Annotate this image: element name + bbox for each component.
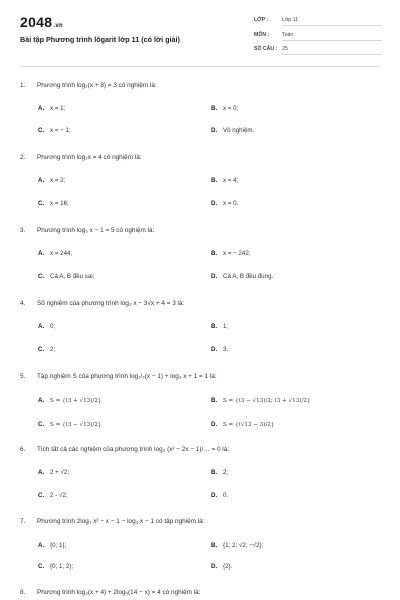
option-5d[interactable]	[211, 421, 275, 428]
option-text: x = 0;	[223, 105, 239, 112]
option-text: x = 1;	[50, 105, 66, 112]
question-number: 3.	[20, 227, 26, 234]
page-header	[0, 0, 400, 64]
option-text: x = 16;	[50, 200, 69, 207]
option-text: {0; 1; 2};	[50, 563, 74, 570]
option-5c[interactable]	[38, 421, 102, 428]
option-6c[interactable]	[38, 492, 68, 499]
option-1d[interactable]	[211, 127, 254, 134]
option-label: A.	[38, 177, 45, 184]
option-label: A.	[38, 250, 45, 257]
option-text: S = {(3 − √13)/2; (3 + √13)/2}	[223, 398, 311, 404]
option-6a[interactable]	[38, 469, 69, 476]
option-text: {0; 1};	[50, 542, 67, 549]
meta-count-value: 25	[282, 46, 288, 52]
option-text: x = 4;	[223, 177, 239, 184]
option-text: 2;	[223, 469, 229, 476]
site-logo[interactable]	[20, 14, 63, 30]
option-text: x = 0.	[223, 200, 239, 207]
option-2a[interactable]	[38, 177, 65, 184]
option-text: {2}.	[223, 563, 233, 570]
option-label: C.	[38, 346, 45, 353]
option-text: Cả A, B đều sai;	[50, 273, 95, 280]
meta-subject-key: MÔN :	[254, 32, 270, 38]
option-label: D.	[211, 273, 218, 280]
option-6d[interactable]	[211, 492, 228, 499]
option-label: B.	[211, 542, 218, 549]
option-text: x = 2;	[50, 177, 66, 184]
logo-suffix: .vn	[53, 23, 63, 29]
option-label: C.	[38, 127, 45, 134]
option-5b[interactable]	[211, 397, 310, 404]
option-label: D.	[211, 492, 218, 499]
option-6b[interactable]	[211, 469, 228, 476]
option-text: x = − 242;	[223, 250, 251, 257]
option-text: S = {(3 + √13)/2}	[50, 398, 102, 404]
question-number: 2.	[20, 154, 26, 161]
option-label: D.	[211, 563, 218, 570]
option-label: C.	[38, 200, 45, 207]
meta-count	[254, 46, 288, 52]
option-5a[interactable]	[38, 397, 102, 404]
option-label: A.	[38, 542, 45, 549]
option-7d[interactable]	[211, 563, 232, 570]
option-7b[interactable]	[211, 542, 263, 549]
meta-class-key: LỚP :	[254, 17, 269, 23]
question-stem: Phương trình log₃(x + 4) + 2log₉(14 − x) = 4 có nghiệm là:	[37, 589, 201, 596]
option-1b[interactable]	[211, 105, 238, 112]
option-label: A.	[38, 397, 45, 404]
question-number: 5.	[20, 373, 26, 380]
document-title: Bài tập Phương trình lôgarit lớp 11 (có lời giải)	[20, 35, 180, 44]
option-4c[interactable]	[38, 346, 55, 353]
option-7a[interactable]	[38, 542, 66, 549]
option-text: S = {(3 − √13)/2}	[50, 422, 102, 428]
option-text: 0.	[223, 492, 229, 499]
option-text: 1;	[223, 323, 229, 330]
meta-divider	[282, 40, 382, 41]
header-divider	[20, 66, 380, 67]
option-label: A.	[38, 105, 45, 112]
option-text: Cả A, B đều đúng.	[223, 273, 274, 280]
option-text: 3.	[223, 346, 229, 353]
meta-divider	[282, 25, 382, 26]
option-2d[interactable]	[211, 200, 238, 207]
option-label: A.	[38, 469, 45, 476]
option-text: 0;	[50, 323, 56, 330]
question-number: 8.	[20, 589, 26, 596]
question-number: 4.	[20, 300, 26, 307]
question-stem: Phương trình 2log₃ x² − x − 1 − log₃ x − 1 có tập nghiệm là:	[37, 518, 205, 525]
option-7c[interactable]	[38, 563, 73, 570]
meta-count-key: SỐ CÂU :	[254, 46, 278, 52]
option-text: x = 244;	[50, 250, 73, 257]
option-text: S = {(√13 − 3)/2}	[223, 422, 275, 428]
question-stem: Phương trình log₂x = 4 có nghiệm là:	[37, 154, 142, 161]
option-2b[interactable]	[211, 177, 238, 184]
option-label: B.	[211, 397, 218, 404]
option-3d[interactable]	[211, 273, 273, 280]
meta-class-value: Lớp 11	[282, 17, 298, 23]
option-text: Vô nghiệm.	[223, 127, 255, 134]
option-text: 2 - √2;	[50, 492, 68, 499]
option-label: D.	[211, 200, 218, 207]
option-label: D.	[211, 346, 218, 353]
meta-class	[254, 17, 298, 23]
question-stem: Phương trình log₂(x + 8) = 3 có nghiệm là:	[37, 82, 157, 89]
option-label: C.	[38, 421, 45, 428]
option-text: x = − 1;	[50, 127, 71, 134]
logo-main: 2048	[20, 14, 53, 30]
option-label: D.	[211, 421, 218, 428]
question-number: 1.	[20, 82, 26, 89]
option-label: D.	[211, 127, 218, 134]
option-2c[interactable]	[38, 200, 69, 207]
option-label: B.	[211, 323, 218, 330]
option-label: C.	[38, 492, 45, 499]
question-stem: Số nghiệm của phương trình log₃ x − 3√x + 4 = 3 là:	[37, 300, 185, 307]
option-text: 2;	[50, 346, 56, 353]
option-3c[interactable]	[38, 273, 94, 280]
option-label: A.	[38, 323, 45, 330]
option-label: B.	[211, 469, 218, 476]
option-label: C.	[38, 273, 45, 280]
option-label: B.	[211, 105, 218, 112]
meta-subject-value: Toán	[282, 32, 294, 38]
option-4a[interactable]	[38, 323, 55, 330]
question-stem: Tập nghiệm S của phương trình log₁/₃(x − 1) + log₃ x + 1 = 1 là:	[37, 373, 217, 380]
option-text: 2 + √2;	[50, 469, 70, 476]
meta-subject	[254, 32, 293, 38]
question-number: 6.	[20, 446, 26, 453]
option-label: C.	[38, 563, 45, 570]
option-text: {1; 2; √2; −√2};	[223, 542, 264, 549]
option-label: B.	[211, 177, 218, 184]
option-3b[interactable]	[211, 250, 251, 257]
question-number: 7.	[20, 518, 26, 525]
option-4b[interactable]	[211, 323, 228, 330]
option-1a[interactable]	[38, 105, 65, 112]
option-1c[interactable]	[38, 127, 71, 134]
option-4d[interactable]	[211, 346, 228, 353]
question-stem: Phương trình log₃ x − 1 = 5 có nghiệm là:	[37, 227, 155, 234]
question-stem: Tích tất cả các nghiệm của phương trình log₃ (x² − 2x − 1)/… = 0 là:	[37, 446, 230, 453]
meta-divider	[282, 54, 382, 55]
option-label: B.	[211, 250, 218, 257]
option-3a[interactable]	[38, 250, 72, 257]
